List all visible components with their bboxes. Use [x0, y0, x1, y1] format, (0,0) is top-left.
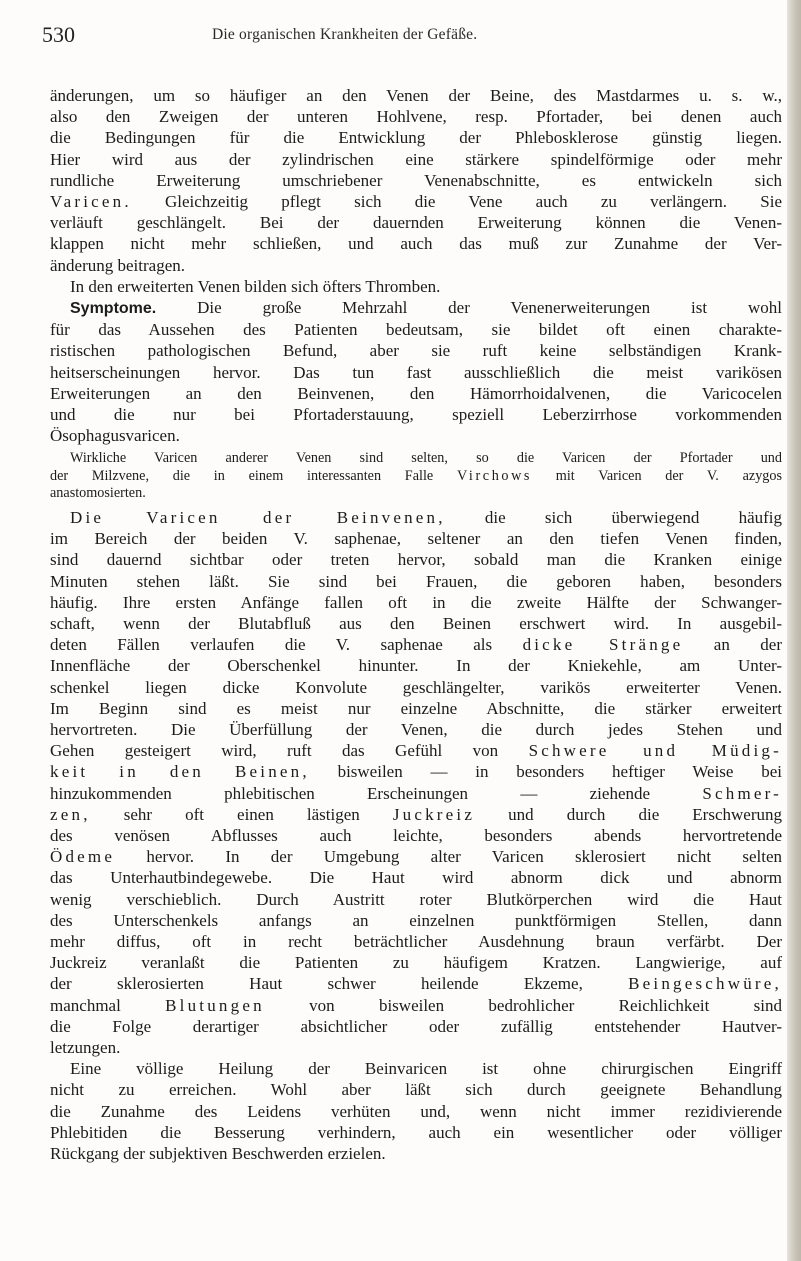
text-line — [50, 634, 782, 655]
text-line: hervortreten. Die Überfüllung der Venen, die durch jedes Stehen und — [50, 719, 782, 739]
text-line: sind dauernd sichtbar oder treten hervor, sobald man die Kranken einige — [50, 550, 782, 570]
text-line — [50, 973, 782, 994]
text-span: bisweilen — in besonders heftiger Weise bei — [309, 762, 783, 782]
text-line: des venösen Abflusses auch leichte, besonders abends hervortretende — [50, 826, 782, 845]
text-span: der sklerosierten Haut schwer heilende Ekzeme, — [50, 974, 629, 994]
text-line: also den Zweigen der unteren Hohlvene, resp. Pfortader, bei denen auch — [50, 107, 782, 127]
text-span: deten Fällen verlaufen die V. saphenae als — [50, 635, 523, 655]
text-span: hervor. In der Umgebung alter Varicen sklerosiert nicht selten — [115, 847, 782, 867]
text-line: die Folge derartiger absichtlicher oder zufällig entstehender Hautver- — [50, 1016, 782, 1036]
spaced-term: Juckreiz — [392, 804, 476, 824]
text-line: mehr diffus, oft in recht beträchtlicher Ausdehnung braun verfärbt. Der — [50, 932, 782, 952]
note-line — [50, 468, 782, 486]
paragraph-symptome — [50, 297, 782, 446]
text-line: Eine völlige Heilung der Beinvaricen ist ohne chirurgischen Eingriff — [70, 1059, 782, 1079]
body-text — [50, 85, 782, 1164]
text-line: wenig verschieblich. Durch Austritt roter Blutkörperchen wird die Haut — [50, 889, 782, 909]
text-line: nicht zu erreichen. Wohl aber läßt sich durch geeignete Behandlung — [50, 1080, 782, 1100]
text-line — [50, 783, 782, 804]
small-print-note — [50, 450, 782, 503]
text-line: änderung beitragen. — [50, 255, 185, 275]
text-line: klappen nicht mehr schließen, und auch das muß zur Zunahme der Ver- — [50, 234, 782, 254]
text-span: und durch die Erschwerung — [475, 804, 782, 824]
text-line: heitserscheinungen hervor. Das tun fast ausschließlich die meist varikösen — [50, 362, 782, 382]
text-span: Die große Mehrzahl der Venenerweiterungen ist wohl — [156, 298, 782, 318]
spaced-term: Varicen. — [50, 192, 132, 212]
text-line — [50, 995, 782, 1016]
text-line: das Unterhautbindegewebe. Die Haut wird abnorm dick und abnorm — [50, 868, 782, 888]
text-line: Hier wird aus der zylindrischen eine stärkere spindelförmige oder mehr — [50, 149, 782, 169]
text-line: Innenfläche der Oberschenkel hinunter. In der Kniekehle, am Unter- — [50, 656, 782, 676]
page-edge-shadow — [787, 0, 801, 1261]
text-line — [50, 191, 782, 212]
spaced-term: Schwere und Müdig- — [528, 741, 782, 761]
text-line: letzungen. — [50, 1038, 121, 1058]
author-name: Virchows — [456, 467, 533, 484]
text-span: Gehen gesteigert wird, ruft das Gefühl von — [50, 741, 529, 761]
text-line — [50, 507, 782, 528]
spaced-term: dicke Stränge — [522, 635, 684, 655]
text-line: rundliche Erweiterung umschriebener Venenabschnitte, es entwickeln sich — [50, 170, 782, 190]
paragraph-beinvenen — [50, 507, 782, 1058]
spaced-term: Blutungen — [165, 995, 265, 1015]
text-line: und die nur bei Pfortaderstauung, speziell Leberzirrhose vorkommenden — [50, 405, 782, 425]
text-line: schenkel liegen dicke Konvolute geschlängelter, varikös erweiterter Venen. — [50, 677, 782, 697]
text-span: von bisweilen bedrohlicher Reichlichkeit sind — [264, 995, 782, 1015]
running-head — [42, 22, 782, 54]
text-line: verläuft geschlängelt. Bei der dauernden Erweiterung können die Venen- — [50, 213, 782, 233]
text-line: Minuten stehen läßt. Sie sind bei Frauen, die geboren haben, besonders — [50, 571, 782, 591]
text-line — [50, 761, 782, 782]
text-line: Rückgang der subjektiven Beschwerden erzielen. — [50, 1144, 386, 1164]
note-line: anastomosierten. — [50, 485, 146, 502]
paragraph-heilung — [50, 1058, 782, 1164]
note-line: Wirkliche Varicen anderer Venen sind selten, so die Varicen der Pfortader und — [70, 450, 782, 467]
text-line: Ösophagusvaricen. — [50, 426, 180, 446]
text-span: mit Varicen der V. azygos — [532, 467, 782, 484]
text-line: Phlebitiden die Besserung verhindern, auch ein wesentlicher oder völliger — [50, 1122, 782, 1142]
spaced-term: Ödeme — [50, 847, 116, 867]
text-line: Erweiterungen an den Beinvenen, den Hämorrhoidalvenen, die Varicocelen — [50, 383, 782, 403]
text-line: schaft, wenn der Blutabfluß aus den Beinen erschwert wird. In ausgebil- — [50, 613, 782, 633]
text-line: ristischen pathologischen Befund, aber sie ruft keine selbständigen Krank- — [50, 341, 782, 361]
text-span: Gleichzeitig pflegt sich die Vene auch zu verlängern. Sie — [131, 192, 782, 212]
text-line: für das Aussehen des Patienten bedeutsam, sie bildet oft einen charakte- — [50, 320, 782, 340]
text-line — [50, 804, 782, 825]
text-line: die Bedingungen für die Entwicklung der Phlebosklerose günstig liegen. — [50, 128, 782, 148]
spaced-term: Schmer- — [702, 783, 782, 803]
text-line — [50, 740, 782, 761]
text-line: die Zunahme des Leidens verhüten und, wenn nicht immer rezidivierende — [50, 1101, 782, 1121]
paragraph-1 — [50, 85, 782, 276]
text-line — [50, 846, 782, 867]
page-number: 530 — [42, 22, 75, 47]
section-heading: Symptome. — [70, 300, 157, 318]
text-span: manchmal — [50, 995, 166, 1015]
text-span: der Milzvene, die in einem interessanten Falle — [50, 467, 457, 484]
text-line: häufig. Ihre ersten Anfänge fallen oft in die zweite Hälfte der Schwanger- — [50, 592, 782, 612]
spaced-term: zen, — [50, 804, 91, 824]
text-line: änderungen, um so häufiger an den Venen der Beine, des Mastdarmes u. s. w., — [50, 86, 782, 105]
spaced-term: keit in den Beinen, — [50, 762, 310, 782]
text-line: im Bereich der beiden V. saphenae, seltener an den tiefen Venen finden, — [50, 529, 782, 549]
text-span: an der — [683, 635, 782, 655]
text-span: sehr oft einen lästigen — [90, 804, 393, 824]
text-span: die sich überwiegend häufig — [445, 507, 782, 527]
spaced-term: Die Varicen der Beinvenen, — [70, 507, 446, 527]
text-line — [50, 297, 782, 319]
running-head-title: Die organischen Krankheiten der Gefäße. — [212, 26, 478, 43]
text-line: Im Beginn sind es meist nur einzelne Abschnitte, die stärker erweitert — [50, 698, 782, 718]
text-span: hinzukommenden phlebitischen Erscheinungen — ziehende — [50, 783, 703, 803]
paragraph-2: In den erweiterten Venen bilden sich öfters Thromben. — [70, 276, 441, 296]
text-line: Juckreiz veranlaßt die Patienten zu häufigem Kratzen. Langwierige, auf — [50, 953, 782, 973]
spaced-term: Beingeschwüre, — [628, 974, 782, 994]
text-line: des Unterschenkels anfangs an einzelnen punktförmigen Stellen, dann — [50, 910, 782, 930]
